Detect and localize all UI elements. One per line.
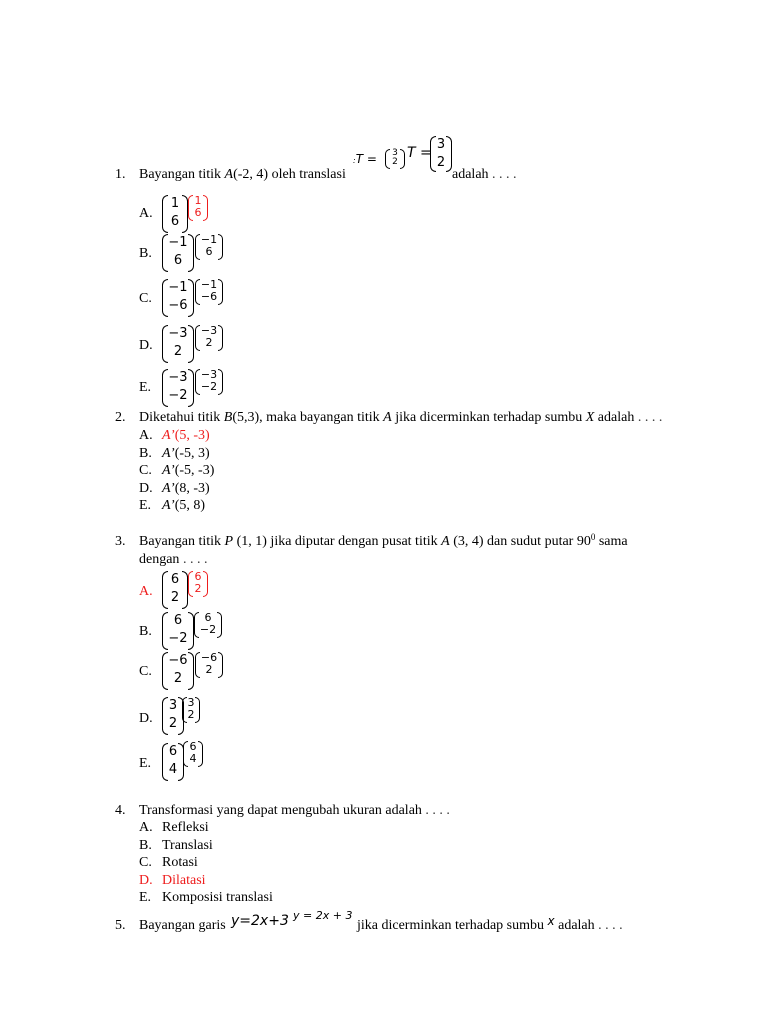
question-stem-line2: dengan . . . . [139,552,208,567]
option-vector: −3 −2 [162,369,194,407]
question-number: 2. [115,410,126,425]
option-vector: 6 2 [162,571,188,609]
question-stem: Bayangan titik P (1, 1) jika diputar dengan pusat titik A (3, 4) dan sudut putar $90^0$ sama [139,532,628,549]
option-letter: D. [139,338,153,353]
option-text: A’(5, 8) [162,498,206,513]
option-letter: A. [139,820,153,835]
option-vector-small: 6 −2 [194,612,222,638]
option-vector: −3 2 [162,325,194,363]
option-vector: −6 2 [162,652,194,690]
option-letter: C. [139,664,152,679]
option-vector-small: −6 2 [195,652,223,678]
translation-vector: 3 2 [430,136,452,172]
option-letter: C. [139,291,152,306]
option-letter: D. [139,873,153,888]
option-text: A’(-5, 3) [162,446,210,461]
option-vector-small: −3 −2 [195,369,223,395]
option-vector-small: 1 6 [188,195,208,221]
option-text: Dilatasi [162,873,206,888]
option-letter: A. [139,428,153,443]
option-text: Translasi [162,838,213,853]
option-letter: D. [139,711,153,726]
question-number: 3. [115,534,126,549]
question-stem: Transformasi yang dapat mengubah ukuran adalah . . . . [139,803,450,818]
question-stem-end: jika dicerminkan terhadap sumbu x adalah . . . . [357,914,623,933]
question-number: 4. [115,803,126,818]
line-equation: y=2x+3 [231,913,289,929]
option-vector: 1 6 [162,195,188,233]
option-letter: C. [139,463,152,478]
question-stem-end: adalah . . . . [452,167,517,182]
option-letter: B. [139,838,152,853]
option-vector-small: −3 2 [195,325,223,351]
option-text: Refleksi [162,820,209,835]
option-letter: E. [139,890,152,905]
option-letter: A. [139,206,153,221]
option-letter: E. [139,756,152,771]
question-stem: Bayangan titik A(-2, 4) oleh translasi [139,167,346,182]
option-text: A’(5, -3) [162,428,210,443]
option-vector-small: 6 2 [188,571,208,597]
option-vector: 6 −2 [162,612,194,650]
translation-math-label: T = [407,145,432,161]
option-letter: A. [139,584,153,599]
option-vector: −1 −6 [162,279,194,317]
option-letter: B. [139,246,152,261]
option-letter: B. [139,446,152,461]
option-letter: E. [139,380,152,395]
translation-vector-small: 3 2 [385,149,405,169]
option-vector: −1 6 [162,234,194,272]
option-vector-small: 6 4 [183,741,203,767]
option-text: A’(8, -3) [162,481,210,496]
option-text: Komposisi translasi [162,890,273,905]
question-stem: Diketahui titik B(5,3), maka bayangan titik A jika dicerminkan terhadap sumbu X adalah . . . . [139,410,663,425]
option-vector-small: 3 2 [182,697,200,723]
translation-math-small: :T = [353,152,377,166]
question-stem: Bayangan garis [139,918,226,933]
option-letter: C. [139,855,152,870]
line-equation-small: y = 2x + 3 [293,909,353,922]
question-number: 1. [115,167,126,182]
option-text: Rotasi [162,855,198,870]
option-vector: 3 2 [162,697,184,735]
option-vector-small: −1 6 [195,234,223,260]
option-letter: E. [139,498,152,513]
option-vector: 6 4 [162,743,184,781]
option-letter: D. [139,481,153,496]
option-letter: B. [139,624,152,639]
option-vector-small: −1 −6 [195,279,223,305]
question-number: 5. [115,918,126,933]
option-text: A’(-5, -3) [162,463,215,478]
